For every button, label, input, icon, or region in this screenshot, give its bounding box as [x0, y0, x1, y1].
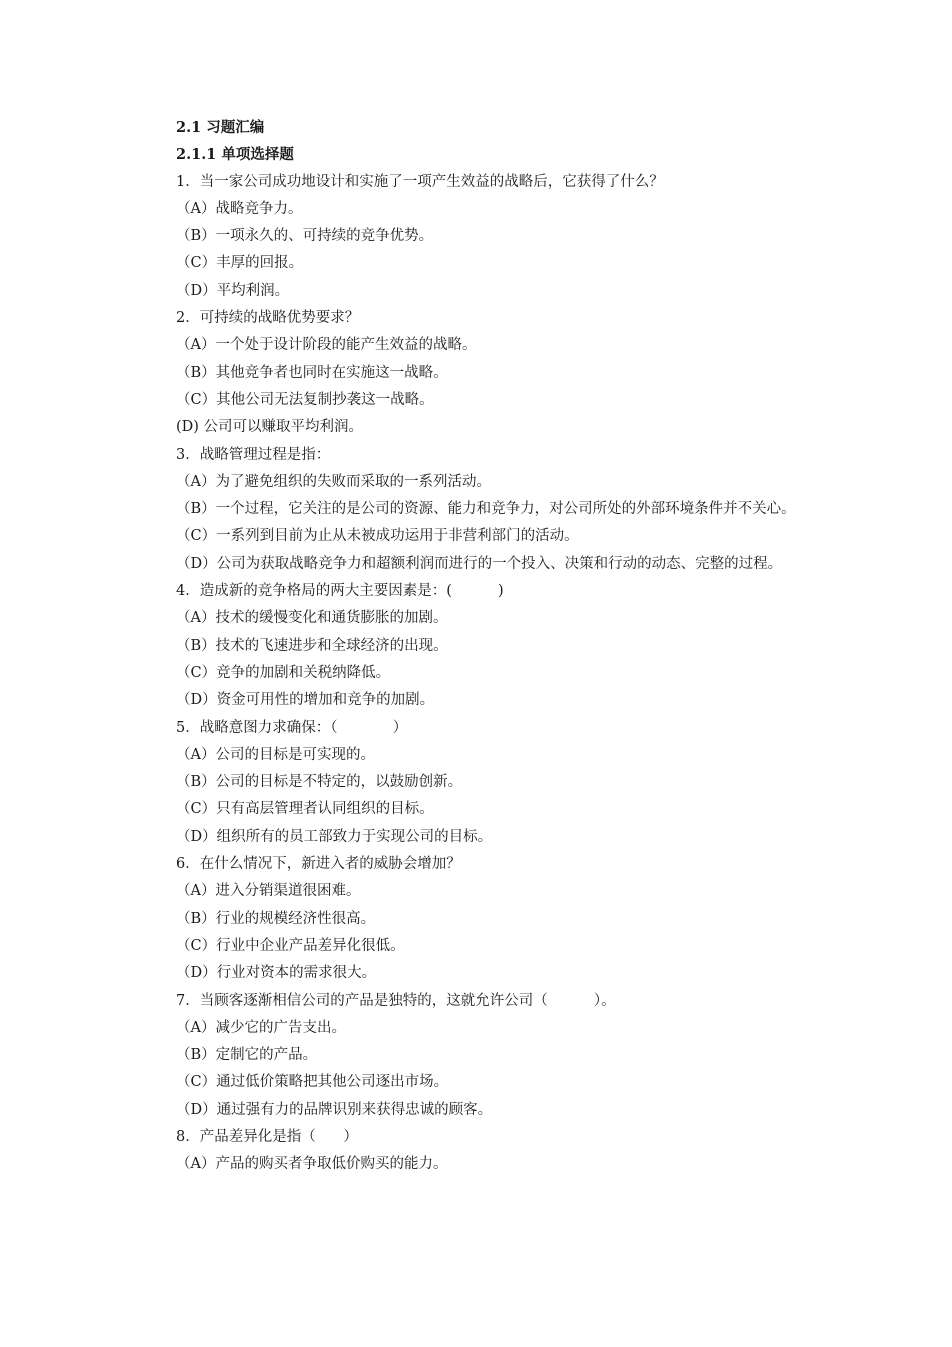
subsection-title: 2.1.1 单项选择题: [176, 146, 294, 164]
question-stem: 5．战略意图力求确保：（ ）: [176, 719, 408, 736]
option: （A）技术的缓慢变化和通货膨胀的加剧。: [176, 610, 448, 627]
option: （A）为了避免组织的失败而采取的一系列活动。: [176, 473, 491, 490]
option: （D）组织所有的员工部致力于实现公司的目标。: [176, 828, 493, 845]
option: （D）行业对资本的需求很大。: [176, 965, 377, 982]
question-stem: 1．当一家公司成功地设计和实施了一项产生效益的战略后，它获得了什么？: [176, 173, 664, 190]
question-4: [147, 578, 812, 714]
option: （C）丰厚的回报。: [176, 255, 304, 272]
section-title: 2.1 习题汇编: [176, 119, 265, 136]
option: （C）行业中企业产品差异化很低。: [176, 937, 405, 954]
option: （A）产品的购买者争取低价购买的能力。: [176, 1156, 448, 1173]
option: （C）一系列到目前为止从未被成功运用于非营利部门的活动。: [176, 528, 579, 545]
option: （D）通过强有力的品牌识别来获得忠诚的顾客。: [176, 1101, 493, 1118]
question-5: [147, 715, 812, 851]
option: （D）公司为获取战略竞争力和超额利润而进行的一个投入、决策和行动的动态、完整的过程。: [176, 555, 783, 572]
option: （B）定制它的产品。: [176, 1047, 318, 1064]
question-8: [147, 1124, 812, 1179]
question-6: [147, 851, 812, 987]
option: （B）其他竞争者也同时在实施这一战略。: [176, 364, 448, 381]
option: （B）一项永久的、可持续的竞争优势。: [176, 228, 434, 245]
question-stem: 8．产品差异化是指（ ）: [176, 1128, 358, 1145]
option: （A）公司的目标是可实现的。: [176, 746, 375, 763]
option: （B）一个过程，它关注的是公司的资源、能力和竞争力，对公司所处的外部环境条件并不关心。: [176, 501, 796, 518]
option: （C）通过低价策略把其他公司逐出市场。: [176, 1074, 449, 1091]
question-1: [147, 169, 812, 305]
question-2: [147, 305, 812, 441]
option: （D）平均利润。: [176, 282, 290, 299]
option: （A）进入分销渠道很困难。: [176, 883, 361, 900]
option: （C）其他公司无法复制抄袭这一战略。: [176, 391, 434, 408]
option: （A）一个处于设计阶段的能产生效益的战略。: [176, 337, 477, 354]
option: （A）减少它的广告支出。: [176, 1019, 346, 1036]
question-3: [147, 442, 812, 578]
option: （B）技术的飞速进步和全球经济的出现。: [176, 637, 448, 654]
question-stem: 3．战略管理过程是指：: [176, 446, 331, 463]
question-stem: 7．当顾客逐渐相信公司的产品是独特的，这就允许公司（ ）。: [176, 992, 616, 1009]
option: （B）公司的目标是不特定的，以鼓励创新。: [176, 774, 463, 791]
option: （D）资金可用性的增加和竞争的加剧。: [176, 692, 435, 709]
document-page: [147, 114, 812, 1179]
option: （C）竞争的加剧和关税纳降低。: [176, 664, 391, 681]
question-7: [147, 988, 812, 1124]
option: （B）行业的规模经济性很高。: [176, 910, 376, 927]
option: （A）战略竞争力。: [176, 200, 303, 217]
question-stem: 6．在什么情况下，新进入者的威胁会增加？: [176, 856, 461, 873]
option: (D) 公司可以赚取平均利润。: [176, 419, 364, 436]
option: （C）只有高层管理者认同组织的目标。: [176, 801, 434, 818]
question-stem: 4．造成新的竞争格局的两大主要因素是：( ): [176, 583, 504, 600]
question-stem: 2．可持续的战略优势要求？: [176, 310, 360, 327]
